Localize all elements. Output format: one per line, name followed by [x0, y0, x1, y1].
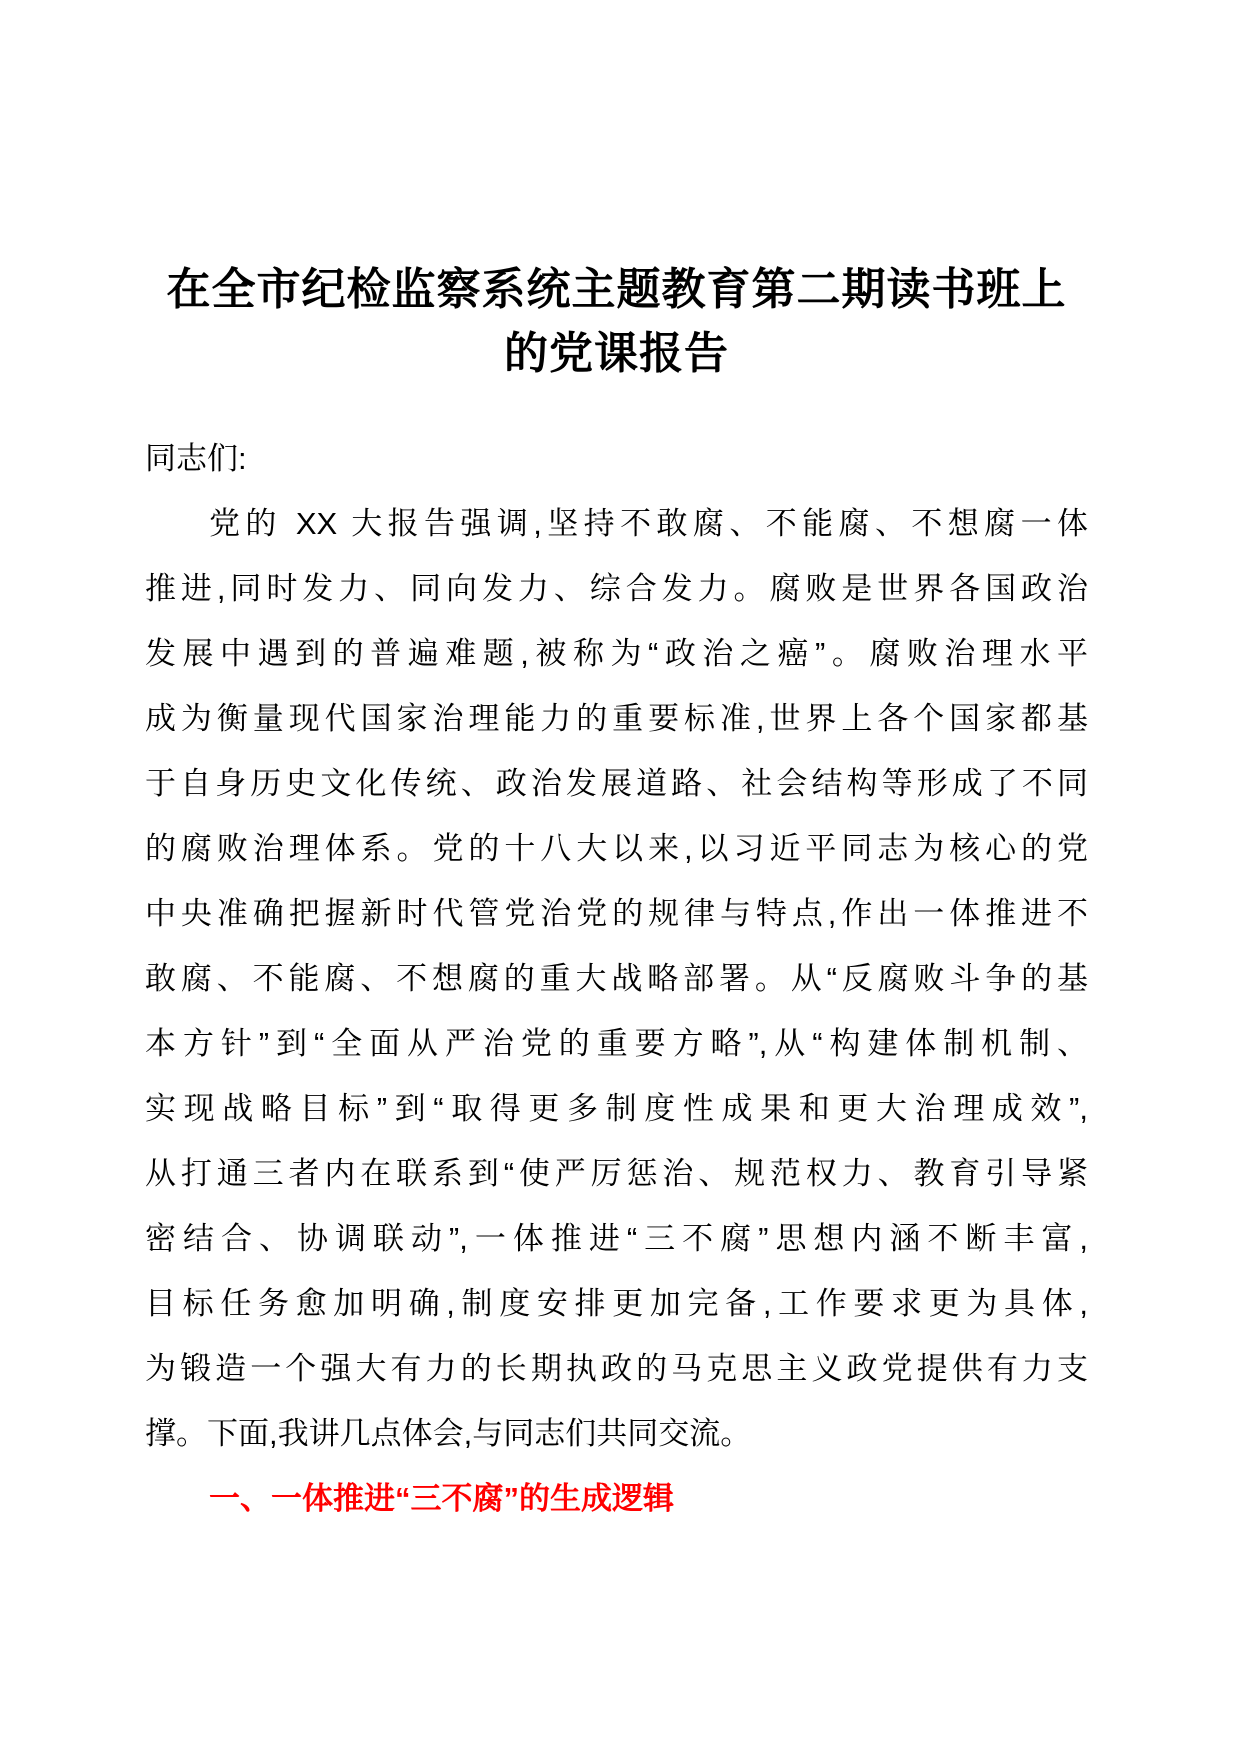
- paragraph-line: 中央准确把握新时代管党治党的规律与特点,作出一体推进不: [145, 896, 1088, 931]
- document-title-line-1: 在全市纪检监察系统主题教育第二期读书班上: [166, 265, 1067, 314]
- section-heading: 一、一体推进“三不腐”的生成逻辑: [209, 1481, 674, 1516]
- document-title: [145, 258, 1088, 386]
- paragraph-line: 撑。下面,我讲几点体会,与同志们共同交流。: [145, 1416, 752, 1451]
- paragraph-line: 从打通三者内在联系到“使严厉惩治、规范权力、教育引导紧: [145, 1156, 1088, 1191]
- paragraph-line: 为锻造一个强大有力的长期执政的马克思主义政党提供有力支: [145, 1351, 1088, 1386]
- paragraph-line: 敢腐、不能腐、不想腐的重大战略部署。从“反腐败斗争的基: [145, 961, 1088, 996]
- paragraph-line: 发展中遇到的普遍难题,被称为“政治之癌”。腐败治理水平: [145, 636, 1088, 671]
- paragraph-line: 推进,同时发力、同向发力、综合发力。腐败是世界各国政治: [145, 571, 1088, 606]
- paragraph-line: 成为衡量现代国家治理能力的重要标准,世界上各个国家都基: [145, 701, 1088, 736]
- paragraph-line: 密结合、协调联动”,一体推进“三不腐”思想内涵不断丰富,: [145, 1221, 1088, 1256]
- paragraph-line: 实现战略目标”到“取得更多制度性成果和更大治理成效”,: [145, 1091, 1088, 1126]
- paragraph-line: 的腐败治理体系。党的十八大以来,以习近平同志为核心的党: [145, 831, 1088, 866]
- paragraph-line: 目标任务愈加明确,制度安排更加完备,工作要求更为具体,: [145, 1286, 1088, 1321]
- paragraph-line: 本方针”到“全面从严治党的重要方略”,从“构建体制机制、: [145, 1026, 1088, 1061]
- body-paragraph: [145, 491, 1088, 1466]
- paragraph-line: 于自身历史文化传统、政治发展道路、社会结构等形成了不同: [145, 766, 1088, 801]
- document-title-line-2: 的党课报告: [504, 329, 729, 378]
- paragraph-line: 党的 XX 大报告强调,坚持不敢腐、不能腐、不想腐一体: [209, 506, 1088, 541]
- salutation: 同志们:: [145, 441, 247, 476]
